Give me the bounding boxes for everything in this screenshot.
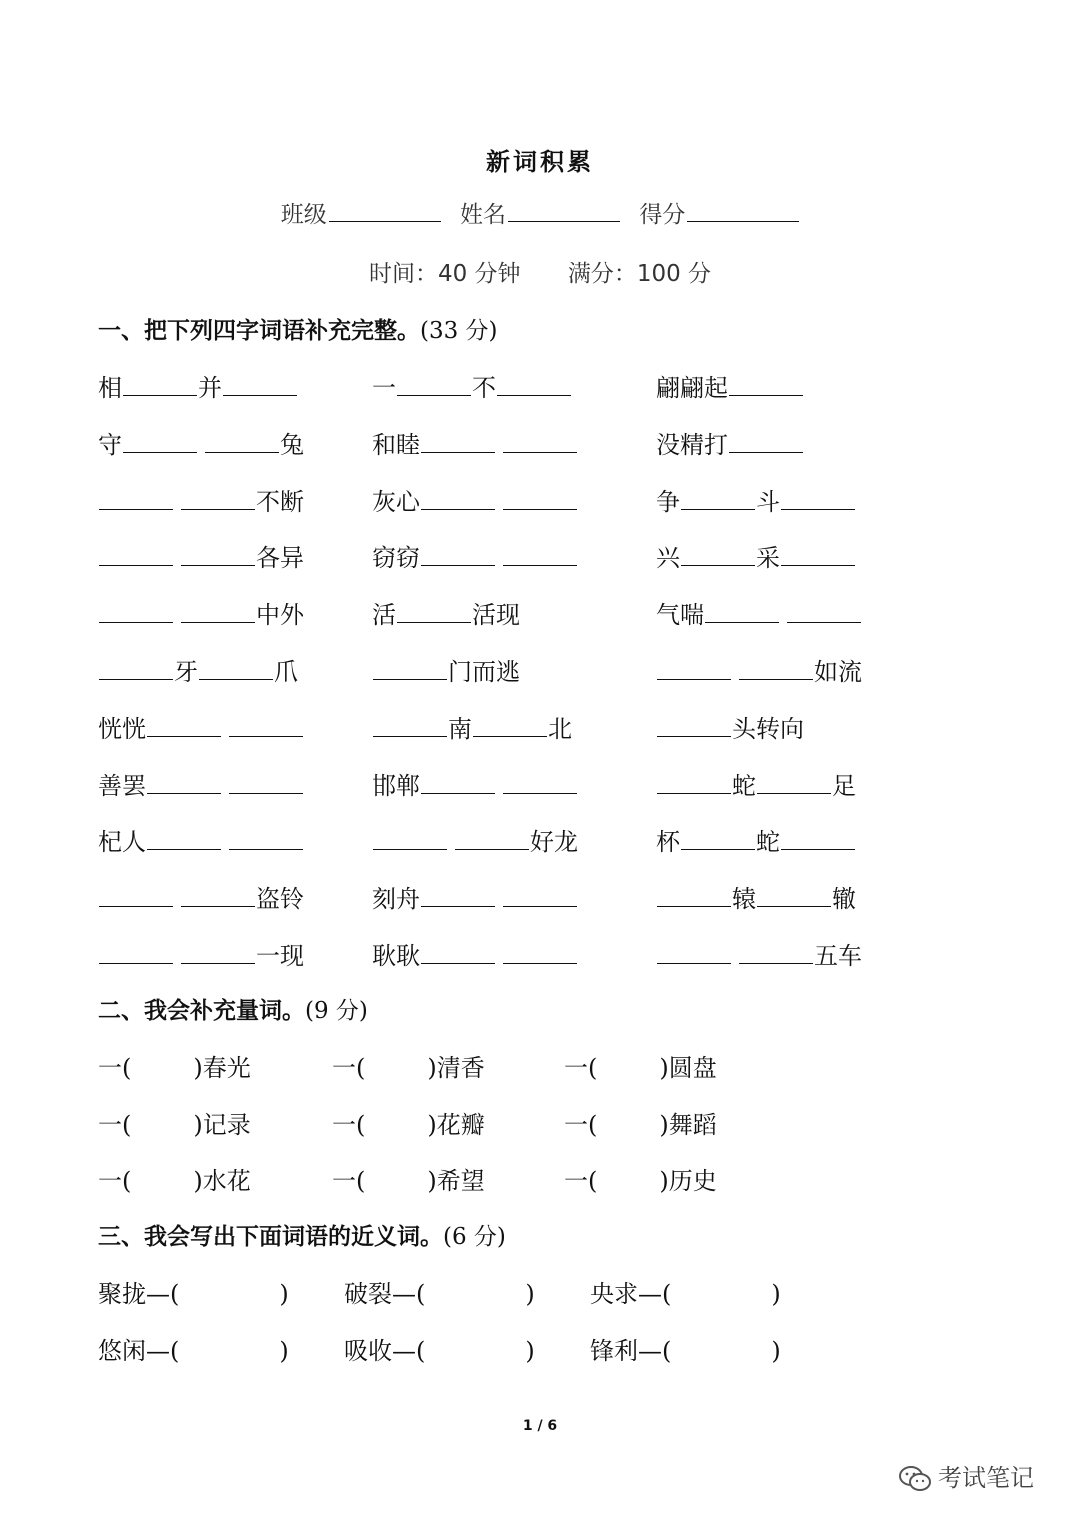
idiom-text: 不 xyxy=(472,374,496,402)
answer-blank[interactable] xyxy=(99,487,173,510)
idiom-item xyxy=(98,595,304,630)
answer-blank[interactable] xyxy=(657,941,731,964)
measure-word-item xyxy=(332,1048,485,1083)
watermark xyxy=(898,1458,1034,1494)
synonym-item-suffix: ) xyxy=(525,1280,535,1308)
answer-blank[interactable] xyxy=(781,487,855,510)
idiom-item xyxy=(98,709,304,744)
answer-blank[interactable] xyxy=(503,884,577,907)
idiom-item xyxy=(98,482,304,517)
section-2-score: (9 分) xyxy=(305,998,368,1024)
synonym-item-prefix: 锋利—( xyxy=(590,1336,672,1365)
idiom-text: 气喘 xyxy=(656,601,704,630)
idiom-text: 一现 xyxy=(256,942,304,970)
answer-blank[interactable] xyxy=(455,827,529,850)
measure-word-item xyxy=(564,1161,717,1196)
idiom-item xyxy=(372,822,578,857)
watermark-text: 考试笔记 xyxy=(938,1464,1034,1492)
idiom-text: 南 xyxy=(448,714,472,743)
idiom-item xyxy=(372,652,520,687)
idiom-text: 没精打 xyxy=(656,430,728,459)
idiom-text: 刻舟 xyxy=(372,885,420,914)
answer-blank[interactable] xyxy=(503,430,577,453)
idiom-text: 辕 xyxy=(732,885,756,914)
idiom-text: 爪 xyxy=(274,658,298,686)
idiom-row xyxy=(0,936,1080,972)
class-blank xyxy=(329,201,441,222)
idiom-text: 蛇 xyxy=(732,771,756,800)
idiom-text: 杞人 xyxy=(98,828,146,857)
answer-blank[interactable] xyxy=(181,543,255,566)
section-3-title: 三、我会写出下面词语的近义词。 xyxy=(98,1224,443,1250)
measure-word-item xyxy=(332,1105,485,1140)
answer-blank[interactable] xyxy=(503,487,577,510)
idiom-text: 辙 xyxy=(832,885,856,914)
synonym-item-suffix: ) xyxy=(771,1280,781,1308)
idiom-item xyxy=(98,425,304,460)
idiom-text: 翩翩起 xyxy=(656,374,728,402)
answer-blank[interactable] xyxy=(181,487,255,510)
answer-blank[interactable] xyxy=(99,543,173,566)
idiom-text: 门而逃 xyxy=(448,658,520,686)
answer-blank[interactable] xyxy=(729,430,803,453)
score-label: 得分 xyxy=(639,202,686,228)
idiom-item xyxy=(98,368,298,403)
idiom-text: 采 xyxy=(756,544,780,573)
measure-word-item-prefix: 一( xyxy=(332,1054,366,1082)
idiom-item xyxy=(98,766,304,801)
idiom-item xyxy=(98,879,304,914)
idiom-item xyxy=(98,538,304,573)
synonym-item-row xyxy=(0,1331,1080,1367)
answer-blank[interactable] xyxy=(729,373,803,396)
synonym-item xyxy=(344,1331,535,1366)
score-blank xyxy=(687,201,799,222)
answer-blank[interactable] xyxy=(397,600,471,623)
idiom-item xyxy=(372,368,572,403)
section-3-score: (6 分) xyxy=(443,1224,506,1250)
idiom-text: 如流 xyxy=(814,658,862,686)
synonym-item-suffix: ) xyxy=(279,1336,289,1365)
answer-blank[interactable] xyxy=(473,714,547,737)
idiom-text: 不断 xyxy=(256,487,304,516)
idiom-text: 并 xyxy=(198,374,222,402)
idiom-text: 相 xyxy=(98,374,122,402)
idiom-row xyxy=(0,822,1080,858)
name-blank xyxy=(508,201,620,222)
answer-blank[interactable] xyxy=(229,714,303,737)
answer-blank[interactable] xyxy=(373,827,447,850)
page-title: 新词积累 xyxy=(486,148,594,176)
idiom-text: 好龙 xyxy=(530,828,578,857)
synonym-item-suffix: ) xyxy=(525,1336,535,1365)
measure-word-item-prefix: 一( xyxy=(564,1167,598,1195)
synonym-item-prefix: 悠闲—( xyxy=(98,1336,180,1365)
idiom-text: 恍恍 xyxy=(98,714,146,743)
idiom-item xyxy=(656,936,862,971)
idiom-text: 中外 xyxy=(256,601,304,630)
answer-blank[interactable] xyxy=(503,771,577,794)
synonym-item-prefix: 破裂—( xyxy=(344,1280,426,1308)
answer-blank[interactable] xyxy=(373,657,447,680)
idiom-row xyxy=(0,709,1080,745)
measure-word-item-suffix: )水花 xyxy=(193,1167,251,1195)
idiom-row xyxy=(0,538,1080,574)
idiom-text: 兔 xyxy=(280,430,304,459)
synonym-item xyxy=(98,1274,289,1309)
idiom-text: 杯 xyxy=(656,828,680,857)
section-1-title: 一、把下列四字词语补充完整。 xyxy=(98,318,420,344)
answer-blank[interactable] xyxy=(99,657,173,680)
idiom-text: 北 xyxy=(548,714,572,743)
idiom-item xyxy=(656,709,804,744)
measure-word-item-prefix: 一( xyxy=(564,1110,598,1139)
measure-word-item xyxy=(98,1048,251,1083)
class-label: 班级 xyxy=(280,202,327,228)
idiom-item xyxy=(98,652,298,687)
idiom-item xyxy=(372,538,578,573)
answer-blank[interactable] xyxy=(781,543,855,566)
name-label: 姓名 xyxy=(460,202,506,228)
answer-blank[interactable] xyxy=(147,827,221,850)
idiom-text: 争 xyxy=(656,487,680,516)
answer-blank[interactable] xyxy=(421,543,495,566)
idiom-text: 窃窃 xyxy=(372,544,420,573)
idiom-item xyxy=(372,936,578,971)
answer-blank[interactable] xyxy=(681,827,755,850)
idiom-item xyxy=(656,538,856,573)
answer-blank[interactable] xyxy=(657,714,731,737)
idiom-row xyxy=(0,368,1080,404)
synonym-item xyxy=(98,1331,289,1366)
answer-blank[interactable] xyxy=(205,430,279,453)
idiom-row xyxy=(0,652,1080,688)
synonym-item-suffix: ) xyxy=(279,1280,289,1308)
idiom-item xyxy=(656,879,856,914)
answer-blank[interactable] xyxy=(757,884,831,907)
synonym-item-suffix: ) xyxy=(771,1336,781,1365)
idiom-text: 一 xyxy=(372,374,396,402)
answer-blank[interactable] xyxy=(99,884,173,907)
student-info-row xyxy=(0,196,1080,229)
idiom-text: 善罢 xyxy=(98,771,146,800)
idiom-item xyxy=(656,425,804,460)
idiom-item xyxy=(656,368,804,403)
idiom-item xyxy=(98,822,304,857)
measure-word-item xyxy=(564,1048,717,1083)
answer-blank[interactable] xyxy=(497,373,571,396)
measure-word-item xyxy=(98,1161,251,1196)
measure-word-item-prefix: 一( xyxy=(98,1167,132,1195)
idiom-item xyxy=(372,879,578,914)
idiom-row xyxy=(0,482,1080,518)
idiom-item xyxy=(656,766,856,801)
answer-blank[interactable] xyxy=(503,941,577,964)
idiom-text: 斗 xyxy=(756,487,780,516)
answer-blank[interactable] xyxy=(147,714,221,737)
answer-blank[interactable] xyxy=(229,771,303,794)
idiom-text: 足 xyxy=(832,771,856,800)
answer-blank[interactable] xyxy=(421,941,495,964)
measure-word-item-suffix: )花瓣 xyxy=(427,1110,485,1139)
answer-blank[interactable] xyxy=(757,771,831,794)
measure-word-item-suffix: )记录 xyxy=(193,1110,251,1139)
idiom-item xyxy=(372,482,578,517)
section-2-heading xyxy=(98,992,368,1025)
wechat-icon xyxy=(898,1464,932,1494)
measure-word-item-suffix: )清香 xyxy=(427,1054,485,1082)
synonym-item-prefix: 聚拢—( xyxy=(98,1280,180,1308)
measure-word-item xyxy=(98,1105,251,1140)
full-score: 满分：100 分 xyxy=(567,261,712,287)
answer-blank[interactable] xyxy=(787,600,861,623)
answer-blank[interactable] xyxy=(739,941,813,964)
answer-blank[interactable] xyxy=(181,941,255,964)
answer-blank[interactable] xyxy=(421,487,495,510)
idiom-item xyxy=(656,652,862,687)
idiom-row xyxy=(0,879,1080,915)
answer-blank[interactable] xyxy=(739,657,813,680)
synonym-item-prefix: 吸收—( xyxy=(344,1336,426,1365)
measure-word-item xyxy=(564,1105,717,1140)
answer-blank[interactable] xyxy=(657,884,731,907)
measure-word-item-prefix: 一( xyxy=(332,1110,366,1139)
idiom-text: 兴 xyxy=(656,544,680,573)
measure-word-item-row xyxy=(0,1105,1080,1141)
measure-word-item-suffix: )圆盘 xyxy=(659,1054,717,1082)
idiom-text: 灰心 xyxy=(372,487,420,516)
measure-word-item-suffix: )希望 xyxy=(427,1167,485,1195)
answer-blank[interactable] xyxy=(503,543,577,566)
idiom-item xyxy=(372,766,578,801)
idiom-row xyxy=(0,425,1080,461)
measure-word-item-prefix: 一( xyxy=(564,1054,598,1082)
idiom-text: 牙 xyxy=(174,658,198,686)
measure-word-item-prefix: 一( xyxy=(98,1110,132,1139)
answer-blank[interactable] xyxy=(147,771,221,794)
idiom-text: 守 xyxy=(98,430,122,459)
idiom-item xyxy=(656,482,856,517)
idiom-item xyxy=(372,709,572,744)
measure-word-item-row xyxy=(0,1048,1080,1084)
answer-blank[interactable] xyxy=(223,373,297,396)
answer-blank[interactable] xyxy=(199,657,273,680)
idiom-row xyxy=(0,595,1080,631)
exam-duration: 时间：40 分钟 xyxy=(368,261,521,287)
idiom-text: 头转向 xyxy=(732,714,804,743)
measure-word-item xyxy=(332,1161,485,1196)
idiom-text: 活现 xyxy=(472,601,520,630)
idiom-item xyxy=(372,595,520,630)
idiom-item xyxy=(372,425,578,460)
section-3-heading xyxy=(98,1218,506,1251)
answer-blank[interactable] xyxy=(421,884,495,907)
page-number: 1 / 6 xyxy=(522,1418,558,1434)
measure-word-item-row xyxy=(0,1161,1080,1197)
measure-word-item-prefix: 一( xyxy=(332,1167,366,1195)
score-field xyxy=(639,196,799,229)
answer-blank[interactable] xyxy=(657,657,731,680)
section-2-title: 二、我会补充量词。 xyxy=(98,998,305,1024)
exam-time-row xyxy=(0,255,1080,288)
measure-word-item-suffix: )历史 xyxy=(659,1167,717,1195)
synonym-item-row xyxy=(0,1274,1080,1310)
synonym-item xyxy=(590,1331,781,1366)
idiom-text: 邯郸 xyxy=(372,771,420,800)
answer-blank[interactable] xyxy=(681,487,755,510)
answer-blank[interactable] xyxy=(681,543,755,566)
answer-blank[interactable] xyxy=(705,600,779,623)
measure-word-item-prefix: 一( xyxy=(98,1054,132,1082)
answer-blank[interactable] xyxy=(657,771,731,794)
measure-word-item-suffix: )春光 xyxy=(193,1054,251,1082)
name-field xyxy=(460,196,620,229)
synonym-item-prefix: 央求—( xyxy=(590,1280,672,1308)
answer-blank[interactable] xyxy=(123,430,197,453)
idiom-text: 五车 xyxy=(814,942,862,970)
answer-blank[interactable] xyxy=(181,884,255,907)
idiom-text: 盗铃 xyxy=(256,885,304,914)
answer-blank[interactable] xyxy=(99,600,173,623)
idiom-row xyxy=(0,766,1080,802)
synonym-item xyxy=(590,1274,781,1309)
answer-blank[interactable] xyxy=(397,373,471,396)
measure-word-item-suffix: )舞蹈 xyxy=(659,1110,717,1139)
idiom-text: 耿耿 xyxy=(372,942,420,970)
idiom-text: 蛇 xyxy=(756,828,780,857)
class-field xyxy=(281,196,441,229)
idiom-item xyxy=(656,595,862,630)
answer-blank[interactable] xyxy=(181,600,255,623)
answer-blank[interactable] xyxy=(421,771,495,794)
idiom-text: 活 xyxy=(372,601,396,630)
section-1-score: (33 分) xyxy=(420,318,498,344)
answer-blank[interactable] xyxy=(421,430,495,453)
section-1-heading xyxy=(98,312,498,345)
answer-blank[interactable] xyxy=(99,941,173,964)
idiom-item xyxy=(656,822,856,857)
idiom-text: 各异 xyxy=(256,544,304,573)
answer-blank[interactable] xyxy=(781,827,855,850)
idiom-text: 和睦 xyxy=(372,430,420,459)
synonym-item xyxy=(344,1274,535,1309)
answer-blank[interactable] xyxy=(229,827,303,850)
idiom-item xyxy=(98,936,304,971)
answer-blank[interactable] xyxy=(123,373,197,396)
answer-blank[interactable] xyxy=(373,714,447,737)
